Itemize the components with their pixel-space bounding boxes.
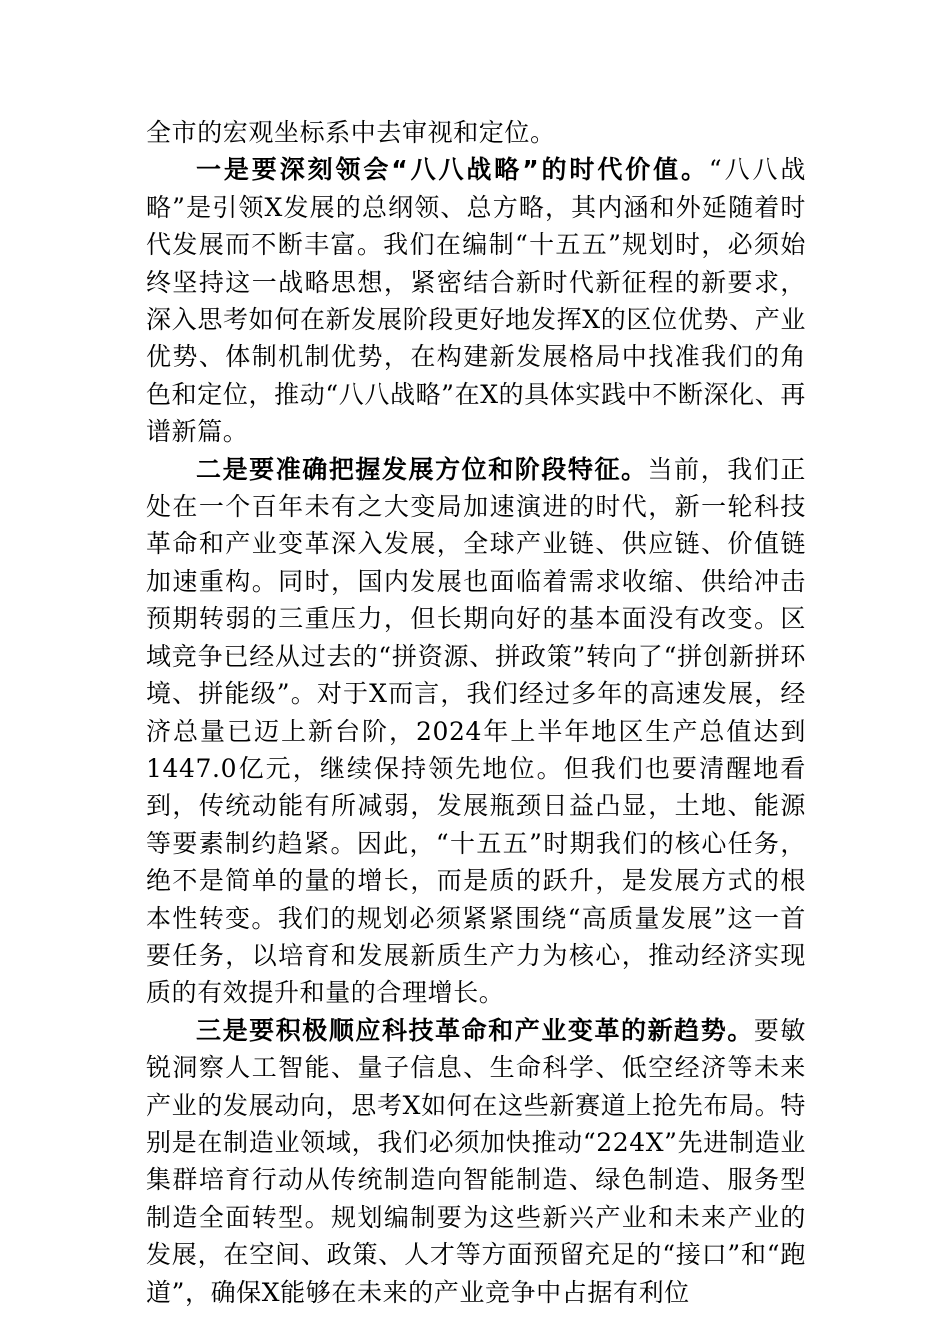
- paragraph-text: 当前，我们正处在一个百年未有之大变局加速演进的时代，新一轮科技革命和产业变革深入发展，全球产业链、供应链、价值链加速重构。同时，国内发展也面临着需求收缩、供给冲击预期转弱的三重压力，但长期向好的基本面没有改变。区域竞争已经从过去的“拼资源、拼政策”转向了“拼创新拼环境、拼能级”。对于X而言，我们经过多年的高速发展，经济总量已迈上新台阶，2024年上半年地区生产总值达到1447.0亿元，继续保持领先地位。但我们也要清醒地看到，传统动能有所减弱，发展瓶颈日益凸显，土地、能源等要素制约趋紧。因此，“十五五”时期我们的核心任务，绝不是简单的量的增长，而是质的跃升，是发展方式的根本性转变。我们的规划必须紧紧围绕“高质量发展”这一首要任务，以培育和发展新质生产力为核心，推动经济实现质的有效提升和量的合理增长。: [146, 454, 806, 1008]
- paragraph-heading: 一是要深刻领会“八八战略”的时代价值。: [196, 155, 709, 185]
- document-body: [146, 114, 806, 1311]
- paragraph-heading: 二是要准确把握发展方位和阶段特征。: [196, 454, 648, 484]
- paragraph-development-stage: [146, 451, 806, 1012]
- paragraph-text: “八八战略”是引领X发展的总纲领、总方略，其内涵和外延随着时代发展而不断丰富。我们在编制“十五五”规划时，必须始终坚持这一战略思想，紧密结合新时代新征程的新要求，深入思考如何在新发展阶段更好地发挥X的区位优势、产业优势、体制机制优势，在构建新发展格局中找准我们的角色和定位，推动“八八战略”在X的具体实践中不断深化、再谱新篇。: [146, 155, 806, 447]
- paragraph-text: 要敏锐洞察人工智能、量子信息、生命科学、低空经济等未来产业的发展动向，思考X如何在这些新赛道上抢先布局。特别是在制造业领域，我们必须加快推动“224X”先进制造业集群培育行动从传统制造向智能制造、绿色制造、服务型制造全面转型。规划编制要为这些新兴产业和未来产业的发展，在空间、政策、人才等方面预留充足的“接口”和“跑道”，确保X能够在未来的产业竞争中占据有利位: [146, 1015, 806, 1307]
- paragraph-text: 全市的宏观坐标系中去审视和定位。: [146, 118, 556, 147]
- paragraph-eight-eight-strategy: [146, 151, 806, 450]
- paragraph-continuation: [146, 114, 806, 151]
- paragraph-tech-revolution: [146, 1012, 806, 1311]
- paragraph-heading: 三是要积极顺应科技革命和产业变革的新趋势。: [196, 1015, 754, 1045]
